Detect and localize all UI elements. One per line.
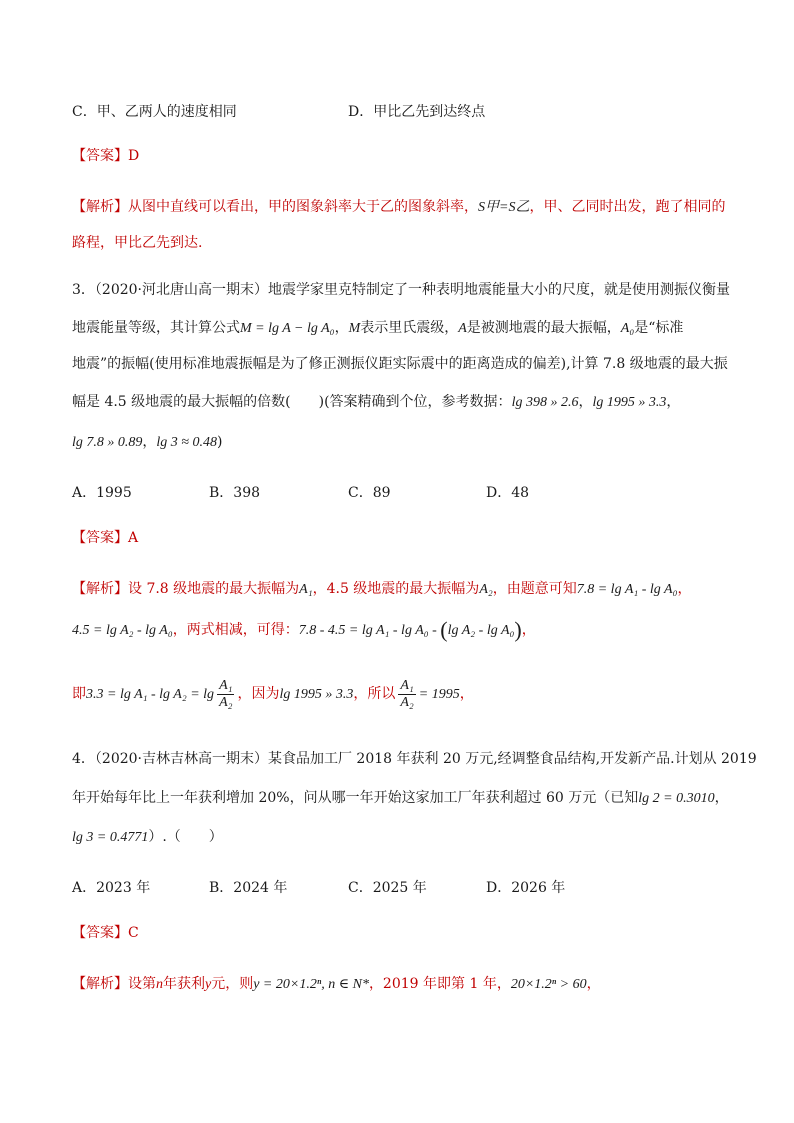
answer-value: D: [128, 148, 140, 164]
answer-value: C: [128, 925, 139, 941]
option-a: A．1995: [72, 485, 132, 501]
option-c: C．甲、乙两人的速度相同: [72, 104, 237, 120]
answer-value: A: [128, 530, 139, 546]
analysis-line: 路程，甲比乙先到达.: [72, 235, 203, 251]
option-c: C．2025 年: [348, 880, 427, 896]
option-a: A．2023 年: [72, 880, 151, 896]
answer-label: 【答案】: [72, 530, 128, 546]
option-d: D．甲比乙先到达终点: [348, 104, 486, 120]
question-stem: 地震能量等级，其计算公式M = lg A − lg A₀，M表示里氏震级，A是被测地震的最大振幅，A₀是“标准: [72, 320, 684, 336]
question-stem: 年开始每年比上一年获利增加 20%，问从哪一年开始这家加工厂年获利超过 60 万元（已知lg 2 = 0.3010，: [72, 790, 729, 806]
question-stem: 3．（2020·河北唐山高一期末）地震学家里克特制定了一种表明地震能量大小的尺度，就是使用测振仪衡量: [72, 282, 730, 298]
answer-row: [72, 923, 139, 943]
fraction: $\frac{\text{A₁}}{\text{A₂}}$: [219, 677, 233, 710]
fraction: $\frac{\text{A₁}}{\text{A₂}}$: [400, 677, 414, 710]
question-stem: 地震”的振幅(使用标准地震振幅是为了修正测振仪距实际震中的距离造成的偏差),计算 7.8 级地震的最大振: [72, 356, 728, 372]
analysis-line: 即3.3 = lg A₁ - lg A₂ = lg $\frac{\text{A₁}}{\text{A₂}}$ ，因为lg 1995 » 3.3，所以 $\frac{\text{A₁}}{\text{A₂}}$ = 1995，: [72, 677, 474, 710]
option-b: B．2024 年: [209, 880, 288, 896]
question-stem: 幅是 4.5 级地震的最大振幅的倍数( )(答案精确到个位，参考数据：lg 398 » 2.6，lg 1995 » 3.3，: [72, 394, 681, 410]
analysis-line: 【解析】设第n年获利y元，则y = 20×1.2ⁿ, n ∈ N*，2019 年即第 1 年，20×1.2ⁿ > 60，: [72, 976, 601, 992]
question-stem: lg 7.8 » 0.89，lg 3 ≈ 0.48): [72, 434, 223, 450]
analysis-label: 【解析】: [72, 976, 128, 992]
option-d: D．2026 年: [486, 880, 566, 896]
analysis-line: 4.5 = lg A₂ - lg A₀，两式相减，可得：7.8 - 4.5 = lg A₁ - lg A₀ - (lg A₂ - lg A₀)，: [72, 617, 536, 642]
analysis-line: 【解析】从图中直线可以看出，甲的图象斜率大于乙的图象斜率，S甲=S乙，甲、乙同时出发，跑了相同的: [72, 199, 726, 215]
analysis-label: 【解析】: [72, 199, 128, 215]
answer-row: [72, 146, 139, 166]
option-b: B．398: [209, 485, 261, 501]
option-c: C．89: [348, 485, 391, 501]
question-stem: 4．（2020·吉林吉林高一期末）某食品加工厂 2018 年获利 20 万元,经调整食品结构,开发新产品.计划从 2019: [72, 751, 757, 767]
answer-label: 【答案】: [72, 148, 128, 164]
analysis-line: 【解析】设 7.8 级地震的最大振幅为A₁，4.5 级地震的最大振幅为A₂，由题意可知7.8 = lg A₁ - lg A₀，: [72, 581, 692, 597]
answer-row: [72, 528, 138, 548]
analysis-label: 【解析】: [72, 581, 128, 597]
option-d: D．48: [486, 485, 530, 501]
question-stem: lg 3 = 0.4771）.（ ）: [72, 829, 223, 845]
answer-label: 【答案】: [72, 925, 128, 941]
